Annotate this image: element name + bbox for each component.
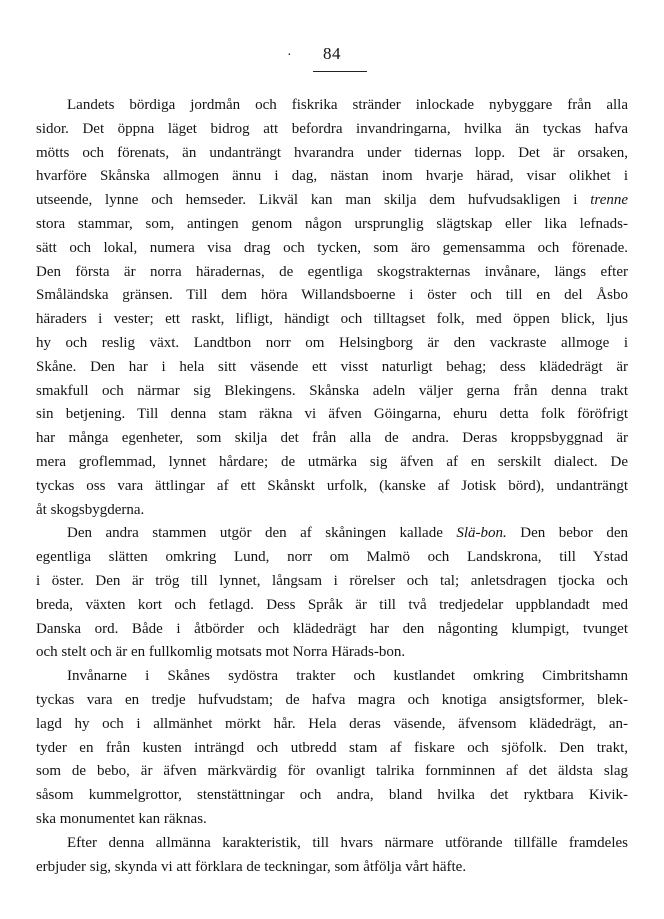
text-segment: utseende, lynne och hemseder. Likväl kan man skilja dem hufvudsakligen i xyxy=(36,192,578,209)
text-line: Skåne. Den har i hela sitt väsende ett visst naturligt behag; dess klädedrägt är xyxy=(36,358,628,375)
text-line: egentliga slätten omkring Lund, norr om Malmö och Landskrona, till Ystad xyxy=(36,549,628,566)
text-line: Danska ord. Både i åtbörder och klädedrägt har den någonting klumpigt, tvunget xyxy=(36,620,628,637)
text-line: hy och reslig växt. Landtbon norr om Helsingborg är den vackraste allmoge i xyxy=(36,334,628,351)
text-line: tyckas oss vara ättlingar af ett Skånskt urfolk, (kanske af Jotisk börd), undanträngt xyxy=(36,477,628,494)
text-line: såsom kummelgrottor, stenstättningar och andra, bland hvilka det ryktbara Kivik- xyxy=(36,787,628,804)
paragraph-3 xyxy=(36,665,628,832)
header-mark: · xyxy=(287,48,292,63)
page-number: 84 xyxy=(323,44,341,63)
text-line: har många egenheter, som skilja det från alla de andra. Deras kroppsbyggnad är xyxy=(36,430,628,447)
paragraph-1 xyxy=(36,94,628,522)
text-line: Efter denna allmänna karakteristik, till hvars närmare utförande tillfälle framdeles xyxy=(67,834,628,851)
text-line: stora stammar, som, antingen genom någon ursprunglig slägtskap eller lika lefnads- xyxy=(36,215,628,232)
text-line: hvarföre Skånska allmogen ännu i dag, nästan inom hvarje härad, visar olikhet i xyxy=(36,168,628,185)
text-segment: Den andra stammen utgör den af skåningen kallade xyxy=(67,525,443,542)
text-line: Småländska gränsen. Till dem höra Willandsboerne i öster och till en del Åsbo xyxy=(36,287,628,304)
paragraph-4 xyxy=(36,832,628,880)
paragraph-2 xyxy=(36,522,628,665)
text-line: sätt och lokal, numera visa drag och tycken, som äro gemensamma och förenade. xyxy=(36,239,628,256)
text-line: sidor. Det öppna läget bidrog att befordra invandringarna, hvilka än tyckas hafva xyxy=(36,120,628,137)
text-segment: Den bebor den xyxy=(520,525,629,542)
text-line: som de bebo, är äfven märkvärdig för ovanligt talrika fornminnen af det äldsta slag xyxy=(36,763,628,780)
text-line: smakfull och närmar sig Blekingens. Skånska adeln väljer gerna från denna trakt xyxy=(36,382,628,399)
text-line: tyckas vara en tredje hufvudstam; de hafva magra och knotiga ansigtsformer, blek- xyxy=(36,691,628,708)
text-body xyxy=(36,94,628,879)
italic-term: trenne xyxy=(590,192,629,209)
text-line: breda, växten kort och fetlagd. Dess Språk är till två tredjedelar uppblandadt med xyxy=(36,596,628,613)
text-line: häraders i vester; ett raskt, lifligt, händigt och tilltagset folk, med öppen blick, ljus xyxy=(36,311,628,328)
page-header xyxy=(0,44,664,74)
text-line: erbjuder sig, skynda vi att förklara de teckningar, som åtfölja vårt häfte. xyxy=(36,858,467,875)
text-line: åt skogsbygderna. xyxy=(36,501,145,518)
header-rule xyxy=(313,71,367,72)
italic-term: Slä-bon. xyxy=(456,525,507,542)
text-line: lagd hy och i allmänhet mörkt hår. Hela deras väsende, äfvensom klädedrägt, an- xyxy=(36,715,628,732)
text-line: tyder en från kusten inträngd och utbredd stam af fiskare och sjöfolk. Den trakt, xyxy=(36,739,628,756)
text-line xyxy=(36,189,628,213)
text-line: i öster. Den är trög till lynnet, långsam i rörelser och tal; anletsdragen tjocka och xyxy=(36,572,628,589)
text-line: Den första är norra häradernas, de egentliga skogstrakternas invånare, längs efter xyxy=(36,263,628,280)
text-line: mötts och förenats, än undanträngt hvarandra under tidernas lopp. Det är orsaken, xyxy=(36,144,628,161)
text-line: sin betjening. Till denna stam räkna vi äfven Göingarna, ehuru detta folk föröfrigt xyxy=(36,406,628,423)
text-line: Landets bördiga jordmån och fiskrika stränder inlockade nybyggare från alla xyxy=(67,97,628,113)
text-line: mera groflemmad, lynnet hårdare; de utmärka sig äfven af en serskilt dialect. De xyxy=(36,453,628,470)
text-line: ska monumentet kan räknas. xyxy=(36,810,207,827)
text-line: Invånarne i Skånes sydöstra trakter och kustlandet omkring Cimbritshamn xyxy=(67,668,628,685)
text-line: och stelt och är en fullkomlig motsats mot Norra Härads-bon. xyxy=(36,644,406,661)
text-line xyxy=(36,522,628,546)
